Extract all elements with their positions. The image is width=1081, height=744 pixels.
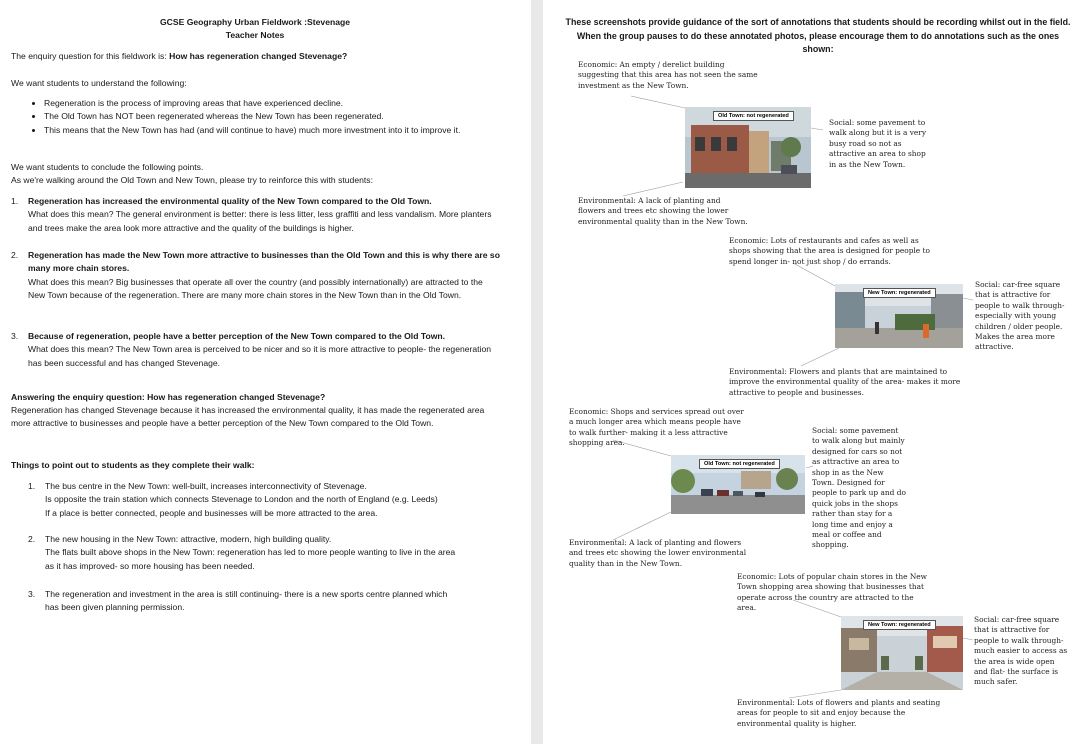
answer-body: Regeneration has changed Stevenage because it has increased the environmental quality, it has made the regenerated area more attractive to businesses and people have a better perception of the New Town compared to the Old Town. bbox=[11, 405, 485, 429]
walk-number: 3. bbox=[28, 589, 36, 599]
conclude-intro-1: We want students to conclude the following points. bbox=[11, 162, 204, 172]
point-number: 2. bbox=[11, 250, 19, 260]
walk-line: The regeneration and investment in the area is still continuing- there is a new sports centre planned which bbox=[45, 589, 448, 599]
photo-label-new-town: New Town: regenerated bbox=[863, 620, 936, 630]
conclusion-point-1 bbox=[11, 195, 501, 235]
walk-line: The bus centre in the New Town: well-built, increases interconnectivity of Stevenage. bbox=[45, 481, 367, 491]
document-subtitle: Teacher Notes bbox=[225, 30, 285, 40]
walk-item-1 bbox=[28, 480, 498, 520]
enquiry-question: How has regeneration changed Stevenage? bbox=[169, 51, 348, 61]
walk-line: Is opposite the train station which connects Stevenage to London and the north of England (e.g. Leeds) bbox=[45, 494, 438, 505]
point-heading: Regeneration has increased the environmental quality of the New Town compared to the Old Town. bbox=[28, 196, 432, 206]
enquiry-line bbox=[11, 50, 511, 63]
walk-item-3 bbox=[28, 588, 498, 615]
understanding-list bbox=[30, 97, 514, 137]
photo-label-old-town: Old Town: not regenerated bbox=[699, 459, 780, 469]
understand-intro: We want students to understand the following: bbox=[11, 78, 187, 88]
photo-label-old-town: Old Town: not regenerated bbox=[713, 111, 794, 121]
walk-number: 2. bbox=[28, 534, 36, 544]
annotation-environmental-1: Environmental: A lack of planting and flowers and trees etc showing the lower environmental quality than in the New Town. bbox=[578, 196, 748, 226]
point-number: 1. bbox=[11, 196, 19, 206]
point-body: What does this mean? Big businesses that operate all over the country (and possibly internationally) are attracted to the New Town because of the regeneration. There are many more chain stores in the New Town than in the Old Town. bbox=[28, 276, 483, 300]
walk-line: If a place is better connected, people and businesses will be more attracted to the area. bbox=[45, 507, 378, 518]
walk-item-2 bbox=[28, 533, 498, 573]
annotation-social-1: Social: some pavement to walk along but it is a very busy road so not as attractive an area to shop in as the New Town. bbox=[829, 118, 926, 169]
walk-line: The new housing in the New Town: attractive, modern, high building quality. bbox=[45, 534, 332, 544]
annotation-environmental-3: Environmental: A lack of planting and flowers and trees etc showing the lower environmental quality than in the New Town. bbox=[569, 538, 747, 568]
annotation-economic-4: Economic: Lots of popular chain stores in the New Town shopping area showing that businesses that operate across the country are attracted to the area. bbox=[737, 572, 928, 613]
point-heading: Regeneration has made the New Town more attractive to businesses than the Old Town and this is why there are so many more chain stores. bbox=[28, 250, 500, 274]
walk-line: as it has improved- so more housing has been needed. bbox=[45, 560, 255, 571]
annotation-social-2: Social: car-free square that is attractive for people to walk through- especially with young children / older people. Makes the area more attractive. bbox=[975, 280, 1065, 352]
walk-heading: Things to point out to students as they complete their walk: bbox=[11, 460, 255, 470]
point-number: 3. bbox=[11, 331, 19, 341]
photo-new-town-2 bbox=[841, 616, 963, 690]
photo-old-town-2 bbox=[671, 455, 805, 514]
point-heading: Because of regeneration, people have a better perception of the New Town compared to the Old Town. bbox=[28, 331, 446, 341]
annotation-environmental-2: Environmental: Flowers and plants that are maintained to improve the environmental quality of the area- makes it more attractive to people and businesses. bbox=[729, 367, 961, 397]
annotation-guidance-page bbox=[543, 0, 1081, 744]
answer-heading: Answering the enquiry question: How has regeneration changed Stevenage? bbox=[11, 392, 326, 402]
annotation-economic-3: Economic: Shops and services spread out over a much longer area which means people have to walk further- making it a less attractive shopping area. bbox=[569, 407, 744, 448]
enquiry-prefix: The enquiry question for this fieldwork is: bbox=[11, 51, 170, 61]
point-body: What does this mean? The New Town area is perceived to be nicer and so it is more attractive to people- the regeneration has been successful and has changed Stevenage. bbox=[28, 344, 492, 368]
guidance-intro: These screenshots provide guidance of the sort of annotations that students should be recording whilst out in the field. When the group pauses to do these annotated photos, please encourage them to do annotations such as the ones shown: bbox=[565, 17, 1071, 54]
teacher-notes-page bbox=[0, 0, 531, 744]
conclusion-point-3 bbox=[11, 330, 501, 370]
point-body: What does this mean? The general environment is better: there is less litter, less graffiti and less vandalism. More planters and trees make the area look more attractive and the quality of the buildings is higher. bbox=[28, 209, 492, 233]
bullet-item: • This means that the New Town has had (and will continue to have) much more investment into it to improve it. bbox=[44, 124, 514, 137]
walk-line: has been given planning permission. bbox=[45, 602, 185, 613]
walk-line: The flats built above shops in the New Town: regeneration has led to more people wanting to live in the area bbox=[45, 547, 456, 558]
annotation-economic-1: Economic: An empty / derelict building suggesting that this area has not seen the same investment as the New Town. bbox=[578, 60, 758, 90]
conclusion-point-2 bbox=[11, 249, 501, 302]
annotation-social-4: Social: car-free square that is attractive for people to walk through- much easier to access as the area is wide open and flat- the surface is much safer. bbox=[974, 615, 1068, 687]
bullet-item: • The Old Town has NOT been regenerated whereas the New Town has been regenerated. bbox=[44, 110, 514, 123]
bullet-item: • Regeneration is the process of improving areas that have experienced decline. bbox=[44, 97, 514, 110]
walk-number: 1. bbox=[28, 481, 36, 491]
annotation-environmental-4: Environmental: Lots of flowers and plants and seating areas for people to sit and enjoy because the environmental quality is higher. bbox=[737, 698, 941, 728]
photo-label-new-town: New Town: regenerated bbox=[863, 288, 936, 298]
document-title: GCSE Geography Urban Fieldwork :Stevenage bbox=[159, 17, 351, 27]
photo-new-town-1 bbox=[835, 284, 963, 348]
conclude-intro-2: As we're walking around the Old Town and New Town, please try to reinforce this with students: bbox=[11, 175, 373, 185]
annotation-economic-2: Economic: Lots of restaurants and cafes as well as shops showing that the area is designed for people to spend longer in- not just shop / do errands. bbox=[729, 236, 930, 266]
annotation-social-3: Social: some pavement to walk along but mainly designed for cars so not as attractive an area to shop in as the New Town. Designed for people to park up and do quick jobs in the shops rather than stay for a long time and enjoy a meal or coffee and shopping. bbox=[812, 426, 906, 550]
photo-old-town-1 bbox=[685, 107, 811, 188]
